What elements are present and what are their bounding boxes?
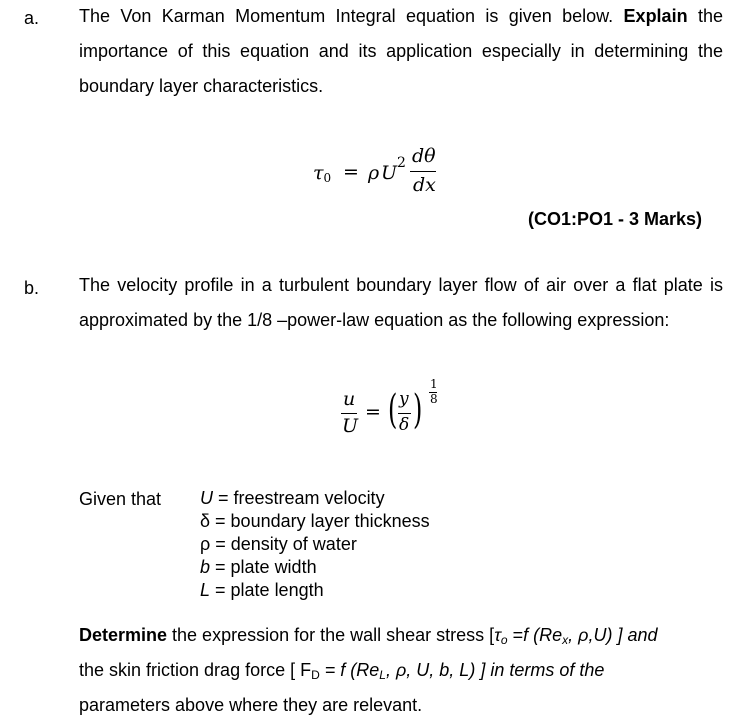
momentum-integral-equation [313,140,463,200]
question-a-text [79,0,723,104]
given-item-l: L = plate length [200,580,324,600]
u-local: u [343,388,356,410]
power-law-equation [336,377,456,444]
exponent-num: 1 [430,377,438,391]
marks-label: (CO1:PO1 - 3 Marks) [528,209,703,229]
dx: dx [413,174,436,196]
given-list [200,487,430,602]
question-a-explain: Explain [623,6,688,26]
question-b-text: The velocity profile in a turbulent boundary layer flow of air over a flat plate is approximated by the 1/8 –power-law equation as the following expression: [79,275,723,330]
equals-sign: = [343,161,359,183]
rho-symbol: ρ [368,162,380,184]
d-theta: dθ [412,145,436,167]
u-free: U [342,415,359,437]
tau-symbol: $\tau_0$ [313,162,332,185]
determine-paragraph [79,618,723,723]
determine-bold: Determine [79,625,168,645]
right-paren: ) [413,387,423,433]
given-label: Given that [79,489,162,509]
question-a-label: a. [24,8,40,28]
equals-sign-b: = [365,401,381,423]
determine-line-1: Determine the expression for the wall shear stress [$\tau_o =f$ ($Re_x$, ρ,U) ] and [79,625,658,647]
velocity-u: U [381,162,398,184]
question-b-label: b. [24,278,40,298]
question-a-text-suffix: the importance of this equation and its application especially in determining the boundary layer characteristics. [79,6,723,96]
given-item-rho: ρ = density of water [200,534,357,554]
given-item-u: U = freestream velocity [200,488,385,508]
given-item-delta: δ = boundary layer thickness [200,511,430,531]
exponent-den: 8 [430,392,438,406]
y-symbol: y [399,389,409,409]
u-fraction-bar [341,413,357,414]
determine-line-2: the skin friction drag force [ $F_D = f$ ($Re_L$, ρ, U, b, L) ] in terms of the [79,660,605,682]
delta-symbol: δ [399,415,410,435]
fraction-bar [410,171,436,172]
given-item-b: b = plate width [200,557,317,577]
determine-line-3: parameters above where they are relevant. [79,695,423,715]
y-delta-bar [398,413,411,414]
power-two: 2 [397,155,406,171]
question-a-text-prefix: The Von Karman Momentum Integral equation is given below. [79,6,614,26]
left-paren: ( [388,387,398,433]
